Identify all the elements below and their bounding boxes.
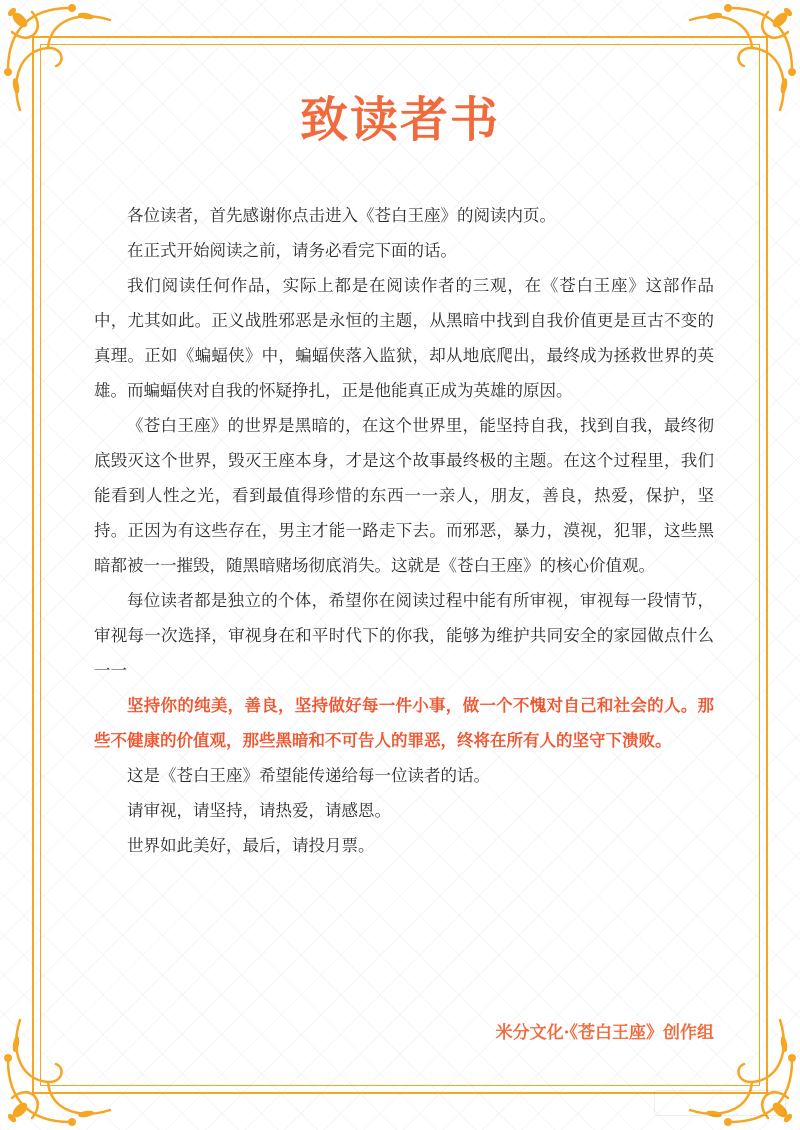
letter-body <box>94 198 714 863</box>
paragraph-reflection: 每位读者都是独立的个体，希望你在阅读过程中能有所审视，审视每一段情节，审视每一次选择，审视身在和平时代下的你我，能够为维护共同安全的家园做点什么一一 <box>94 591 714 680</box>
letter-title: 致读者书 <box>299 92 500 148</box>
paragraph-closing-2: 请审视，请坚持，请热爱，请感恩。 <box>127 801 391 820</box>
paragraph-highlight: 坚持你的纯美，善良，坚持做好每一件小事，做一个不愧对自己和社会的人。那些不健康的价值观，那些黑暗和不可告人的罪恶，终将在所有人的坚守下溃败。 <box>94 696 714 750</box>
paragraph-closing-3: 世界如此美好，最后，请投月票。 <box>127 836 375 855</box>
paragraph-notice: 在正式开始阅读之前，请务必看完下面的话。 <box>127 241 457 260</box>
paragraph-theme: 《苍白王座》的世界是黑暗的，在这个世界里，能坚持自我，找到自我，最终彻底毁灭这个世界，毁灭王座本身，才是这个故事最终极的主题。在这个过程里，我们能看到人性之光，看到最值得珍惜的东西一一亲人，朋友，善良，热爱，保护，坚持。正因为有这些存在，男主才能一路走下去。而邪恶，暴力，漠视，犯罪，这些黑暗都被一一摧毁，随黑暗赌场彻底消失。这就是《苍白王座》的核心价值观。 <box>94 416 714 575</box>
floral-ornament-icon <box>0 980 150 1130</box>
signature: 米分文化·《苍白王座》创作组 <box>495 1023 714 1043</box>
paragraph-closing-1: 这是《苍白王座》希望能传递给每一位读者的话。 <box>127 766 490 785</box>
paragraph-values: 我们阅读任何作品，实际上都是在阅读作者的三观，在《苍白王座》这部作品中，尤其如此。正义战胜邪恶是永恒的主题，从黑暗中找到自我价值更是亘古不变的真理。正如《蝙蝠侠》中，蝙蝠侠落入监狱，却从地底爬出，最终成为拯救世界的英雄。而蝙蝠侠对自我的怀疑挣扎，正是他能真正成为英雄的原因。 <box>94 276 714 400</box>
site-watermark <box>654 1090 786 1116</box>
paragraph-greeting: 各位读者，首先感谢你点击进入《苍白王座》的阅读内页。 <box>127 206 556 225</box>
